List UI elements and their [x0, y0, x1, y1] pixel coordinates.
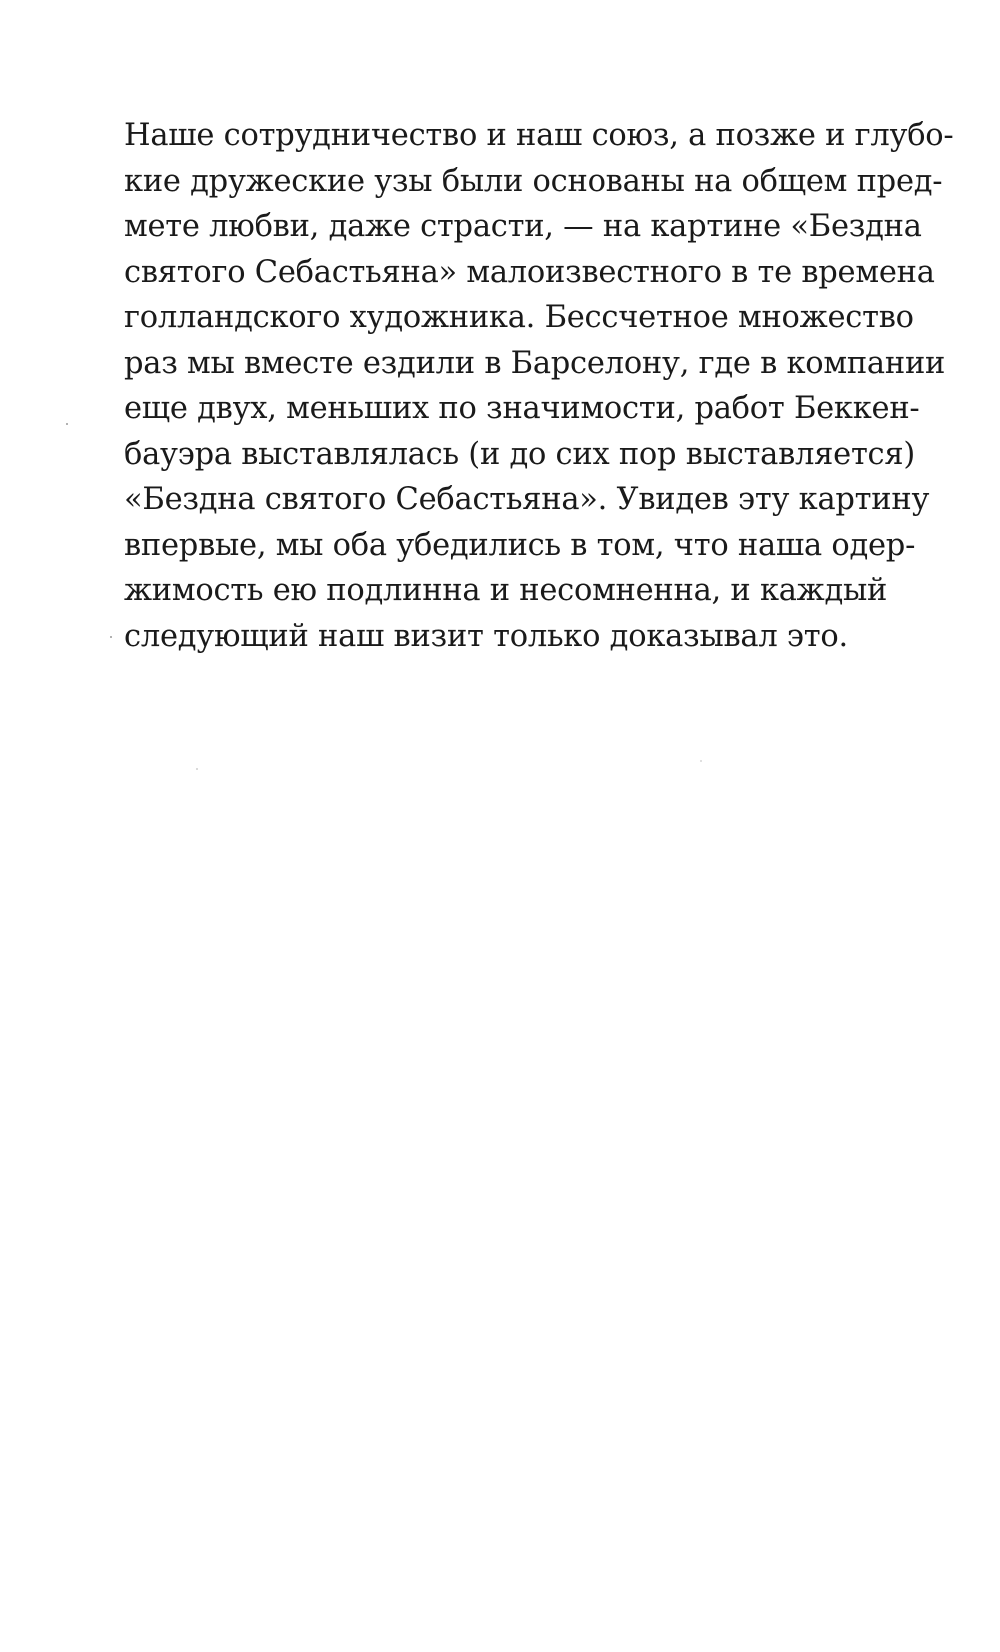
paragraph-line: мете любви, даже страсти, — на картине «Бездна	[124, 209, 922, 244]
body-paragraph	[124, 113, 954, 659]
scan-speck	[66, 423, 68, 425]
paragraph-line: «Бездна святого Себастьяна». Увидев эту картину	[124, 482, 930, 517]
scan-speck	[196, 768, 198, 770]
paragraph-line: впервые, мы оба убедились в том, что наша одер-	[124, 527, 916, 563]
paragraph-line: раз мы вместе ездили в Барселону, где в компании	[124, 345, 946, 381]
scan-speck	[700, 760, 702, 762]
paragraph-line: бауэра выставлялась (и до сих пор выставляется)	[124, 436, 916, 472]
paragraph-line: следующий наш визит только доказывал это.	[124, 618, 848, 654]
scan-speck	[110, 636, 112, 638]
paragraph-line: жимость ею подлинна и несомненна, и каждый	[124, 573, 888, 608]
paragraph-line: Наше сотрудничество и наш союз, а позже и глубо-	[124, 118, 954, 153]
paragraph-line: кие дружеские узы были основаны на общем пред-	[124, 163, 943, 199]
paragraph-line: голландского художника. Бессчетное множество	[124, 300, 914, 335]
paragraph-line: святого Себастьяна» малоизвестного в те времена	[124, 254, 935, 290]
paragraph-line: еще двух, меньших по значимости, работ Беккен-	[124, 391, 920, 426]
